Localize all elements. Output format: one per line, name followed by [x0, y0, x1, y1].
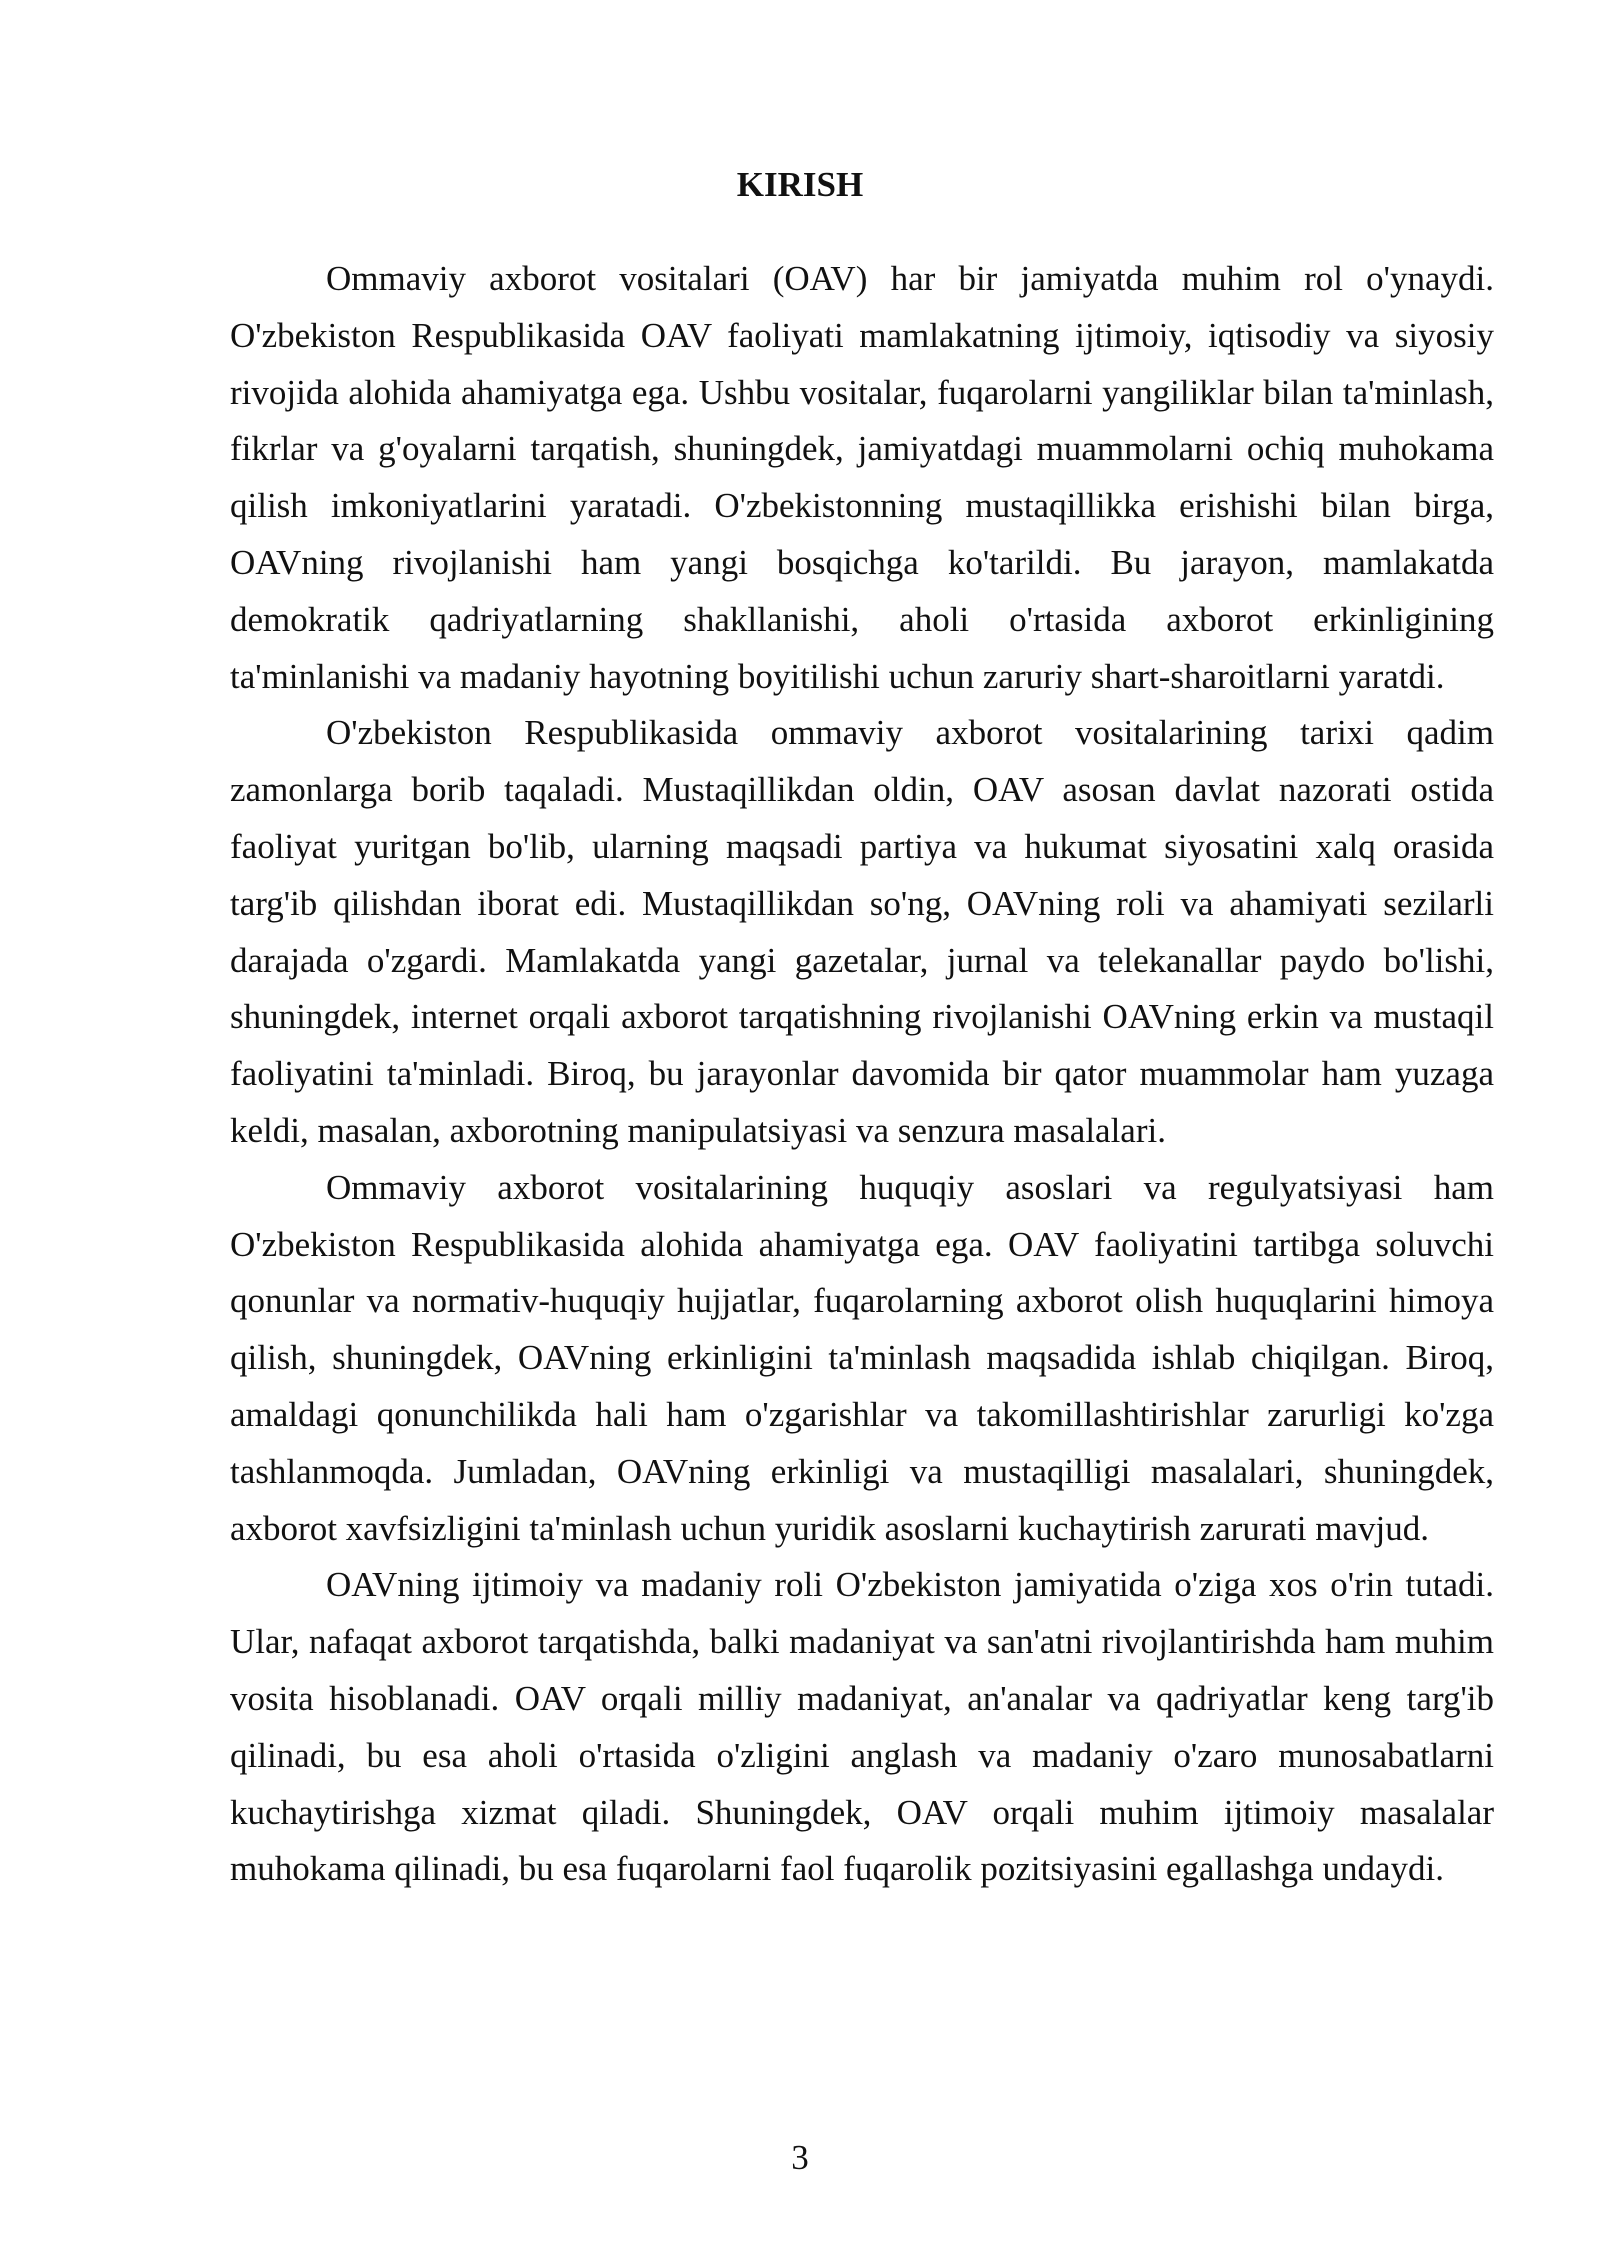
- body-text: [230, 251, 1494, 1898]
- paragraph-3: Ommaviy axborot vositalarining huquqiy asoslari va regulyatsiyasi ham O'zbekiston Respublikasida alohida ahamiyatga ega. OAV faoliyatini tartibga soluvchi qonunlar va normativ-huquqiy hujjatlar, fuqarolarning axborot olish huquqlarini himoya qilish, shuningdek, OAVning erkinligini ta'minlash maqsadida ishlab chiqilgan. Biroq, amaldagi qonunchilikda hali ham o'zgarishlar va takomillashtirishlar zarurligi ko'zga tashlanmoqda. Jumladan, OAVning erkinligi va mustaqilligi masalalari, shuningdek, axborot xavfsizligini ta'minlash uchun yuridik asoslarni kuchaytirish zarurati mavjud.: [230, 1167, 1494, 1548]
- page-number: 3: [791, 2138, 809, 2177]
- paragraph-4: OAVning ijtimoiy va madaniy roli O'zbekiston jamiyatida o'ziga xos o'rin tutadi. Ular, nafaqat axborot tarqatishda, balki madaniyat va san'atni rivojlantirishda ham muhim vosita hisoblanadi. OAV orqali milliy madaniyat, an'analar va qadriyatlar keng targ'ib qilinadi, bu esa aholi o'rtasida o'zligini anglash va madaniy o'zaro munosabatlarni kuchaytirishga xizmat qiladi. Shuningdek, OAV orqali muhim ijtimoiy masalalar muhokama qilinadi, bu esa fuqarolarni faol fuqarolik pozitsiyasini egallashga undaydi.: [230, 1565, 1494, 1889]
- paragraph-1: Ommaviy axborot vositalari (OAV) har bir jamiyatda muhim rol o'ynaydi. O'zbekiston Respublikasida OAV faoliyati mamlakatning ijtimoiy, iqtisodiy va siyosiy rivojida alohida ahamiyatga ega. Ushbu vositalar, fuqarolarni yangiliklar bilan ta'minlash, fikrlar va g'oyalarni tarqatish, shuningdek, jamiyatdagi muammolarni ochiq muhokama qilish imkoniyatlarini yaratadi. O'zbekistonning mustaqillikka erishishi bilan birga, OAVning rivojlanishi ham yangi bosqichga ko'tarildi. Bu jarayon, mamlakatda demokratik qadriyatlarning shakllanishi, aholi o'rtasida axborot erkinligining ta'minlanishi va madaniy hayotning boyitilishi uchun zaruriy shart-sharoitlarni yaratdi.: [230, 259, 1494, 696]
- section-title: KIRISH: [736, 165, 864, 204]
- paragraph-2: O'zbekiston Respublikasida ommaviy axborot vositalarining tarixi qadim zamonlarga borib taqaladi. Mustaqillikdan oldin, OAV asosan davlat nazorati ostida faoliyat yuritgan bo'lib, ularning maqsadi partiya va hukumat siyosatini xalq orasida targ'ib qilishdan iborat edi. Mustaqillikdan so'ng, OAVning roli va ahamiyati sezilarli darajada o'zgardi. Mamlakatda yangi gazetalar, jurnal va telekanallar paydo bo'lishi, shuningdek, internet orqali axborot tarqatishning rivojlanishi OAVning erkin va mustaqil faoliyatini ta'minladi. Biroq, bu jarayonlar davomida bir qator muammolar ham yuzaga keldi, masalan, axborotning manipulatsiyasi va senzura masalalari.: [230, 713, 1494, 1150]
